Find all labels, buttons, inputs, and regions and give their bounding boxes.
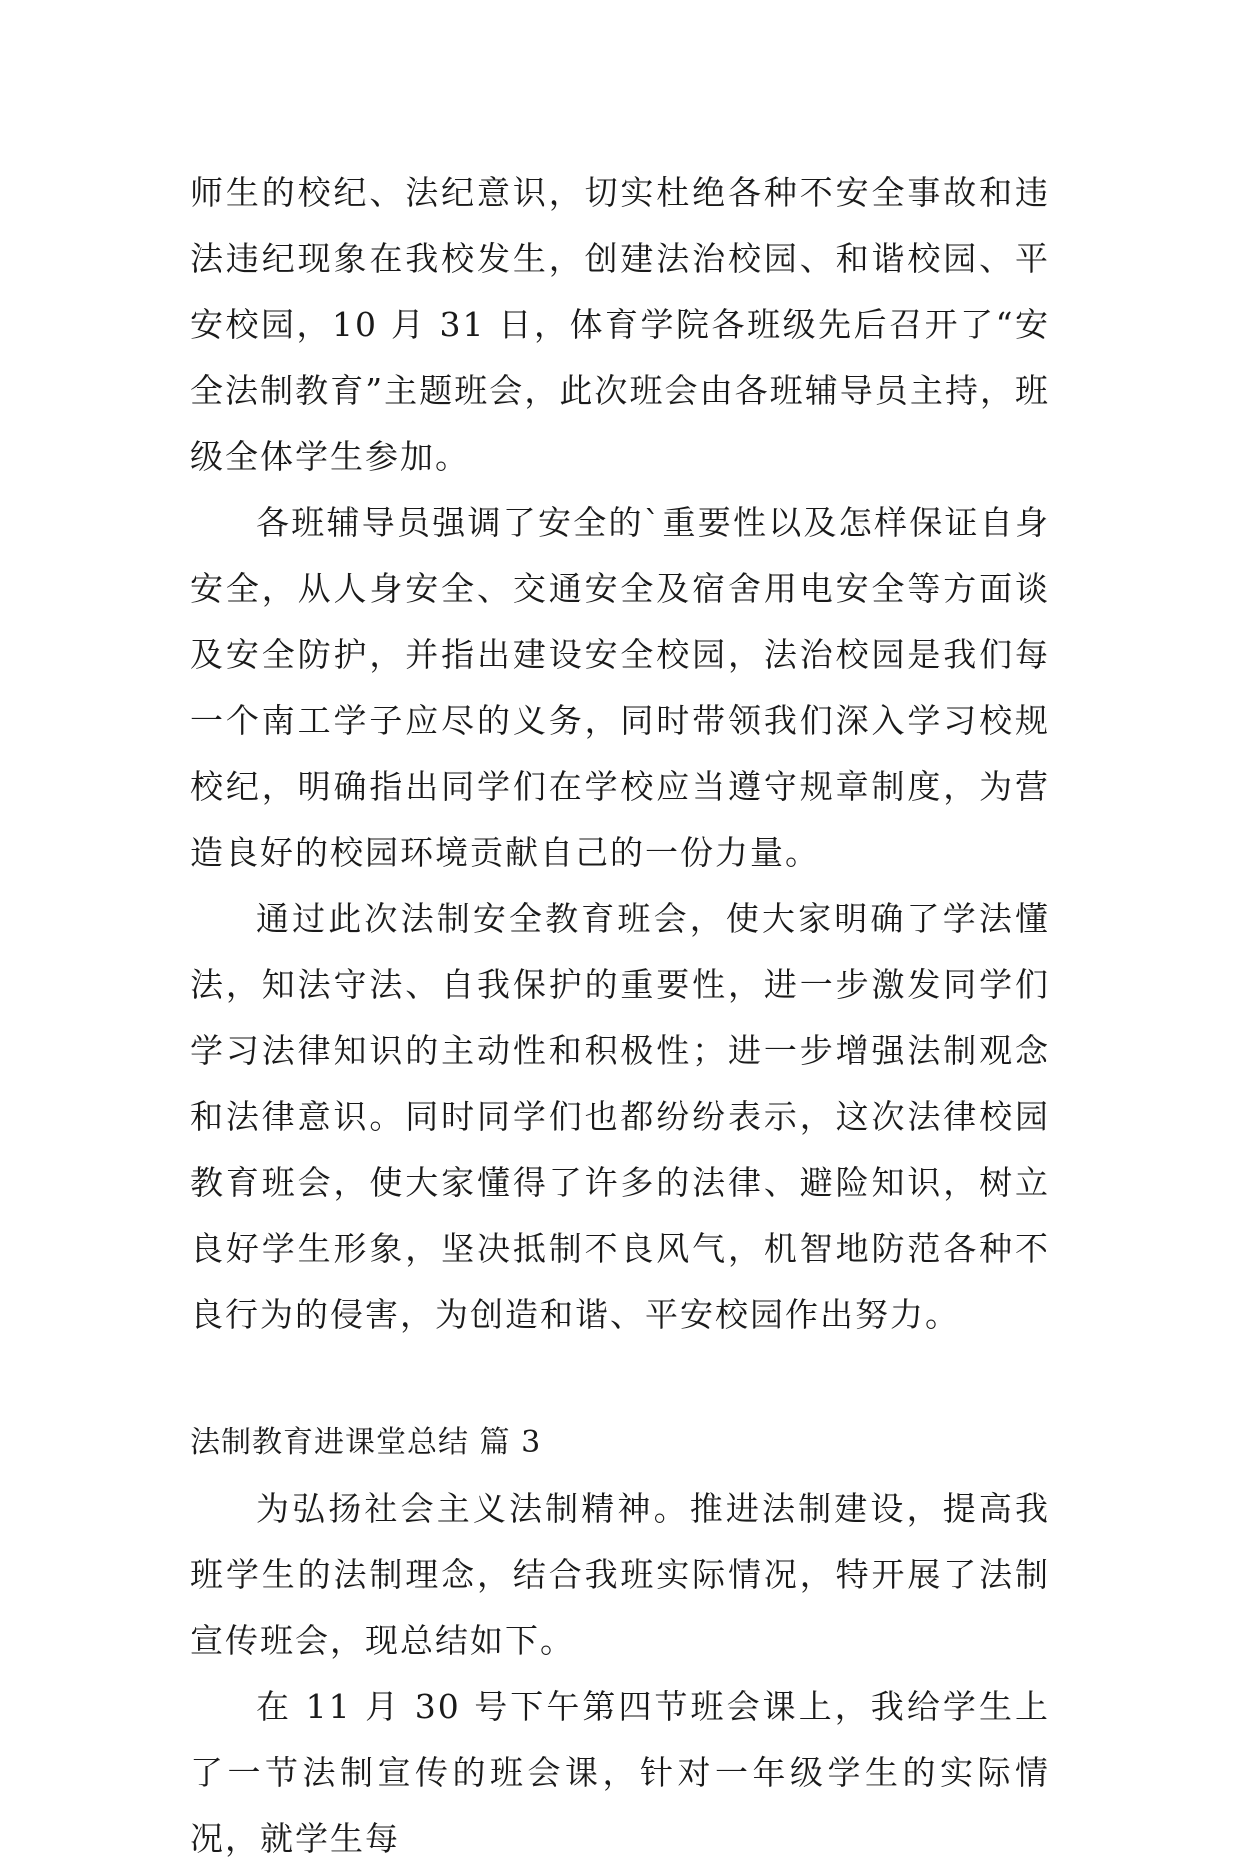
paragraph-purpose: 为弘扬社会主义法制精神。推进法制建设，提高我班学生的法制理念，结合我班实际情况，特开展了法制宣传班会，现总结如下。: [190, 1489, 1050, 1660]
paragraph-class-session: 在 11 月 30 号下午第四节班会课上，我给学生上了一节法制宣传的班会课，针对一年级学生的实际情况，就学生每: [190, 1687, 1050, 1858]
document-body: [190, 160, 1050, 1872]
paragraph-meeting-outcome: 通过此次法制安全教育班会，使大家明确了学法懂法，知法守法、自我保护的重要性，进一步激发同学们学习法律知识的主动性和积极性；进一步增强法制观念和法律意识。同时同学们也都纷纷表示，这次法律校园教育班会，使大家懂得了许多的法律、避险知识，树立良好学生形象，坚决抵制不良风气，机智地防范各种不良行为的侵害，为创造和谐、平安校园作出努力。: [190, 899, 1050, 1334]
paragraph-counselor-emphasis: 各班辅导员强调了安全的`重要性以及怎样保证自身安全，从人身安全、交通安全及宿舍用电安全等方面谈及安全防护，并指出建设安全校园，法治校园是我们每一个南工学子应尽的义务，同时带领我们深入学习校规校纪，明确指出同学们在学校应当遵守规章制度，为营造良好的校园环境贡献自己的一份力量。: [190, 503, 1050, 872]
section-heading: 法制教育进课堂总结 篇 3: [190, 1425, 542, 1460]
paragraph-continued: 师生的校纪、法纪意识，切实杜绝各种不安全事故和违法违纪现象在我校发生，创建法治校园、和谐校园、平安校园，10 月 31 日，体育学院各班级先后召开了“安全法制教育”主题班会，此次班会由各班辅导员主持，班级全体学生参加。: [190, 173, 1050, 476]
